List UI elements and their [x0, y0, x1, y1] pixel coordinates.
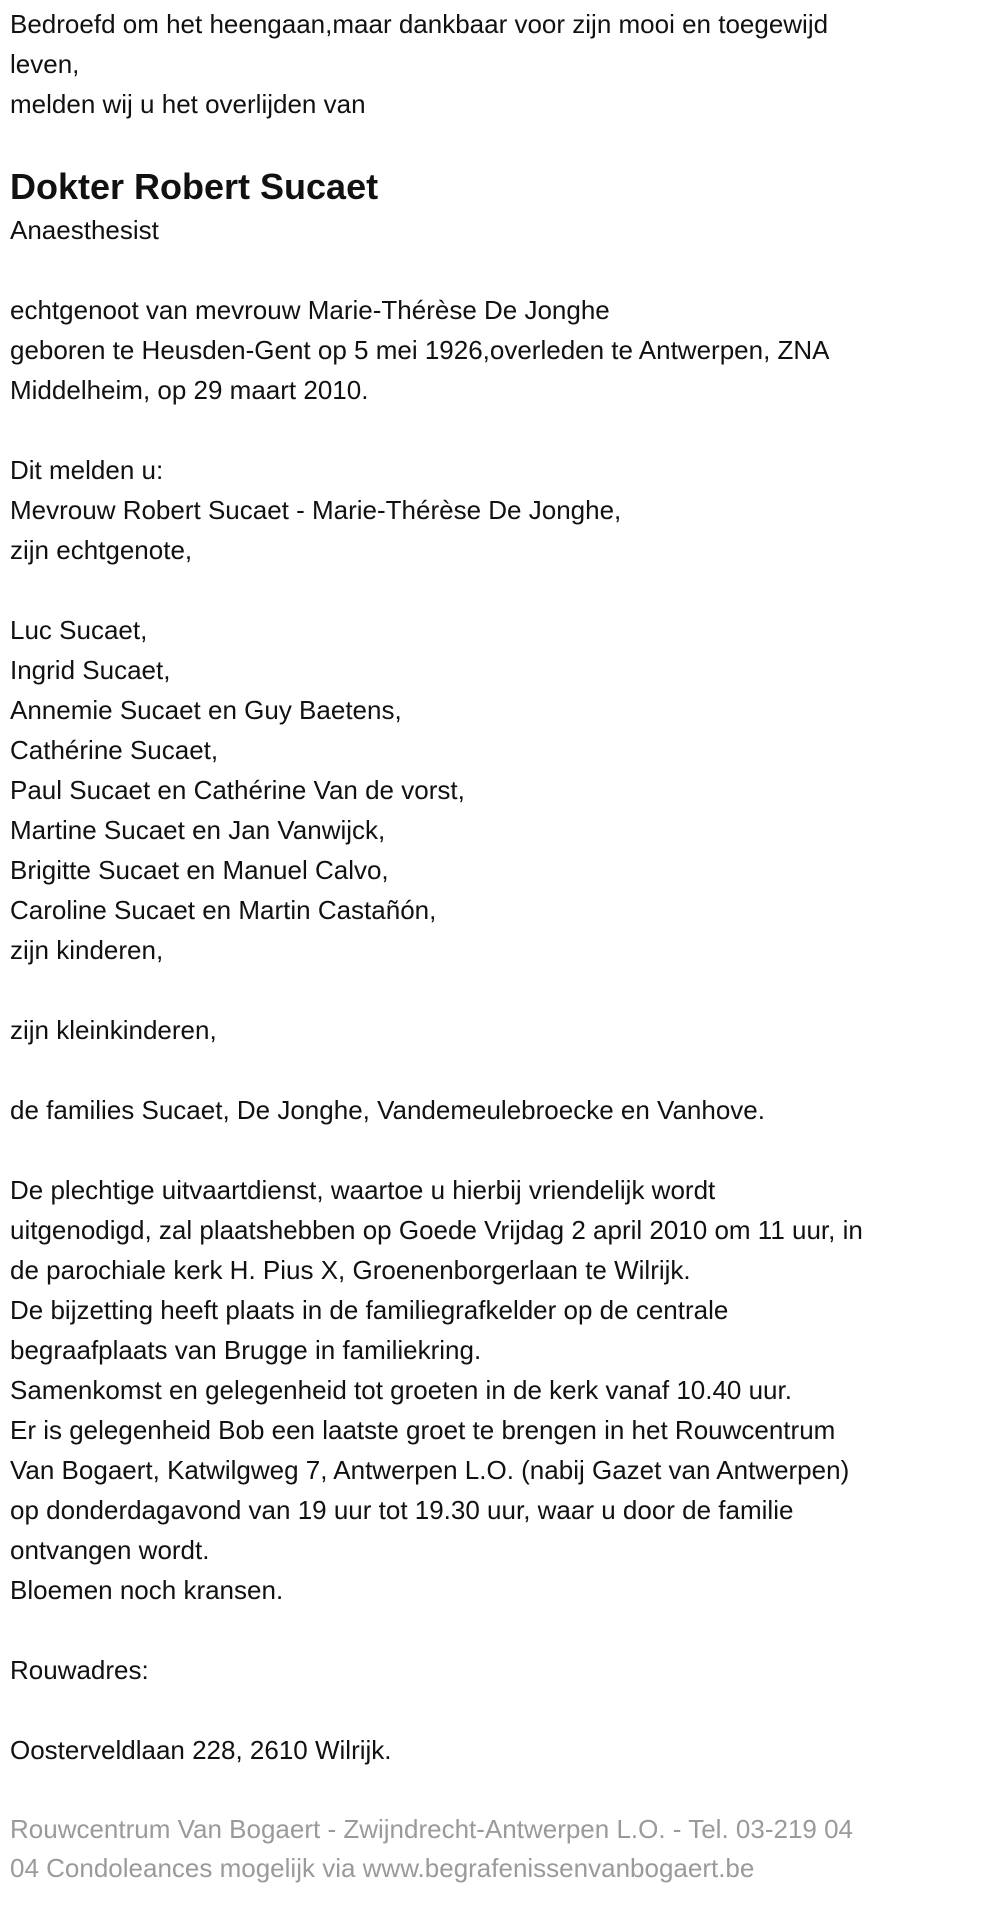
spacer: [10, 410, 1000, 450]
text-line: de families Sucaet, De Jonghe, Vandemeulebroecke en Vanhove.: [10, 1095, 765, 1125]
text-line: Caroline Sucaet en Martin Castañón,: [10, 895, 437, 925]
spacer: [10, 250, 1000, 290]
text-line: Dit melden u:: [10, 455, 164, 485]
text-line: Mevrouw Robert Sucaet - Marie-Thérèse De Jonghe,: [10, 495, 622, 525]
text-line: Cathérine Sucaet,: [10, 735, 219, 765]
text-line: Bloemen noch kransen.: [10, 1575, 284, 1605]
text-line: de parochiale kerk H. Pius X, Groenenborgerlaan te Wilrijk.: [10, 1255, 691, 1285]
text-line: Brigitte Sucaet en Manuel Calvo,: [10, 855, 389, 885]
text-line: geboren te Heusden-Gent op 5 mei 1926,overleden te Antwerpen, ZNA: [10, 335, 830, 365]
spacer: [10, 970, 1000, 1010]
spacer: [10, 1770, 1000, 1810]
text-line: De bijzetting heeft plaats in de familiegrafkelder op de centrale: [10, 1295, 729, 1325]
text-line: zijn kinderen,: [10, 935, 164, 965]
spacer: [10, 1130, 1000, 1170]
spacer: [10, 1050, 1000, 1090]
text-line: Martine Sucaet en Jan Vanwijck,: [10, 815, 386, 845]
footer-line: Rouwcentrum Van Bogaert - Zwijndrecht-Antwerpen L.O. - Tel. 03-219 04: [10, 1814, 854, 1844]
text-line: melden wij u het overlijden van: [10, 89, 366, 119]
deceased-name: Dokter Robert Sucaet: [10, 166, 379, 207]
text-line: Bedroefd om het heengaan,maar dankbaar voor zijn mooi en toegewijd: [10, 9, 829, 39]
text-line: zijn kleinkinderen,: [10, 1015, 217, 1045]
footer-line: 04 Condoleances mogelijk via www.begrafenissenvanbogaert.be: [10, 1853, 755, 1883]
text-line: Oosterveldlaan 228, 2610 Wilrijk.: [10, 1735, 392, 1765]
text-line: uitgenodigd, zal plaatshebben op Goede Vrijdag 2 april 2010 om 11 uur, in: [10, 1215, 863, 1245]
text-line: Ingrid Sucaet,: [10, 655, 171, 685]
text-line: echtgenoot van mevrouw Marie-Thérèse De Jonghe: [10, 295, 610, 325]
text-line: Van Bogaert, Katwilgweg 7, Antwerpen L.O. (nabij Gazet van Antwerpen): [10, 1455, 850, 1485]
text-line: Annemie Sucaet en Guy Baetens,: [10, 695, 402, 725]
spacer: [10, 124, 1000, 164]
text-line: zijn echtgenote,: [10, 535, 193, 565]
spacer: [10, 570, 1000, 610]
text-line: Anaesthesist: [10, 215, 159, 245]
text-line: Paul Sucaet en Cathérine Van de vorst,: [10, 775, 465, 805]
spacer: [10, 1690, 1000, 1730]
text-line: leven,: [10, 49, 80, 79]
text-line: ontvangen wordt.: [10, 1535, 210, 1565]
text-line: Rouwadres:: [10, 1655, 149, 1685]
text-line: Samenkomst en gelegenheid tot groeten in de kerk vanaf 10.40 uur.: [10, 1375, 792, 1405]
text-line: op donderdagavond van 19 uur tot 19.30 uur, waar u door de familie: [10, 1495, 794, 1525]
text-line: Middelheim, op 29 maart 2010.: [10, 375, 369, 405]
spacer: [10, 1610, 1000, 1650]
text-line: Er is gelegenheid Bob een laatste groet te brengen in het Rouwcentrum: [10, 1415, 836, 1445]
text-line: De plechtige uitvaartdienst, waartoe u hierbij vriendelijk wordt: [10, 1175, 716, 1205]
text-line: Luc Sucaet,: [10, 615, 148, 645]
text-line: begraafplaats van Brugge in familiekring.: [10, 1335, 482, 1365]
